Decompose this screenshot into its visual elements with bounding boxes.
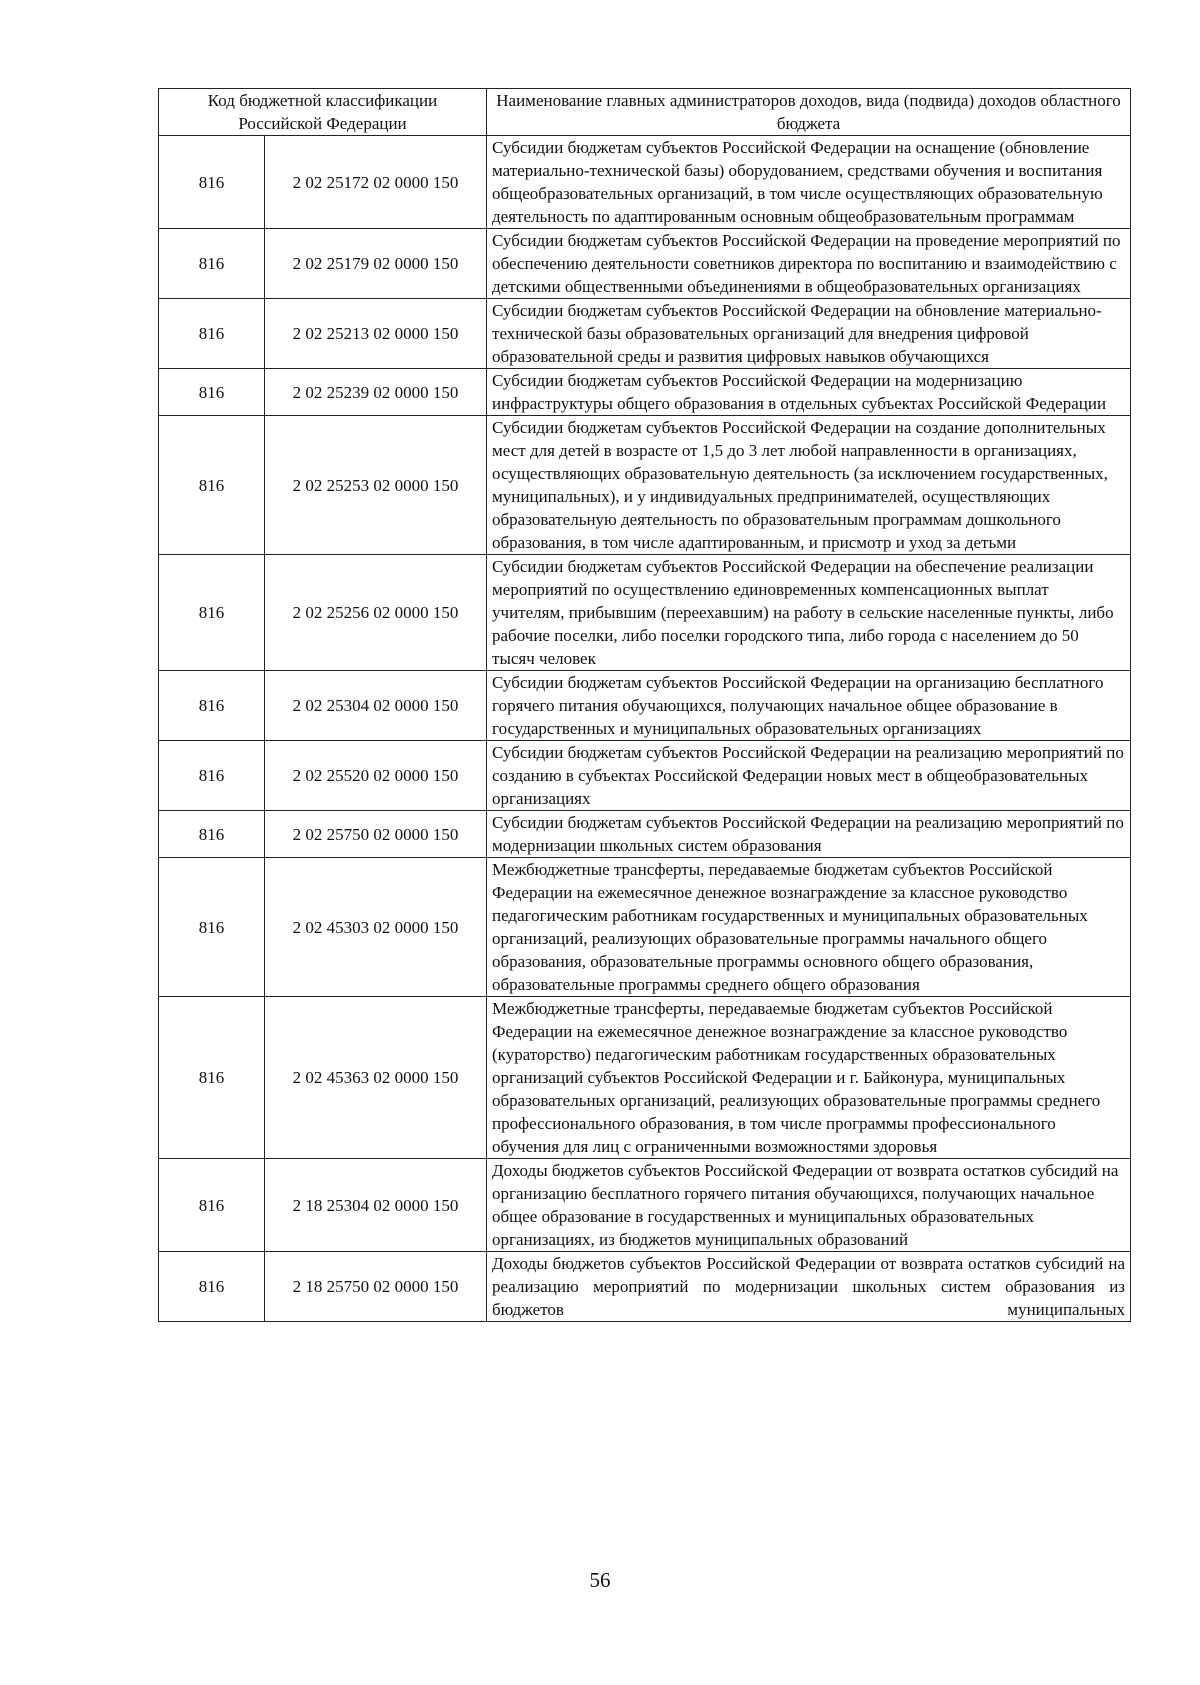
admin-code-cell: 816 — [159, 1252, 265, 1322]
admin-code-cell: 816 — [159, 671, 265, 741]
admin-code-cell: 816 — [159, 136, 265, 229]
revenue-name-cell: Субсидии бюджетам субъектов Российской Федерации на обновление материально-технической базы образовательных организаций для внедрения цифровой образовательной среды и развития цифровых навыков обучающихся — [487, 299, 1131, 369]
budget-code-cell: 2 18 25750 02 0000 150 — [265, 1252, 487, 1322]
budget-code-cell: 2 02 25213 02 0000 150 — [265, 299, 487, 369]
budget-code-cell: 2 02 25304 02 0000 150 — [265, 671, 487, 741]
budget-classification-table — [158, 88, 1131, 1322]
table-row — [159, 997, 1131, 1159]
admin-code-cell: 816 — [159, 858, 265, 997]
admin-code-cell: 816 — [159, 299, 265, 369]
budget-code-cell: 2 02 45303 02 0000 150 — [265, 858, 487, 997]
admin-code-cell: 816 — [159, 555, 265, 671]
budget-code-cell: 2 02 25239 02 0000 150 — [265, 369, 487, 416]
budget-code-cell: 2 02 25172 02 0000 150 — [265, 136, 487, 229]
table-header-row — [159, 89, 1131, 136]
table-row — [159, 299, 1131, 369]
table-row — [159, 1159, 1131, 1252]
admin-code-cell: 816 — [159, 1159, 265, 1252]
revenue-name-cell: Межбюджетные трансферты, передаваемые бюджетам субъектов Российской Федерации на ежемесячное денежное вознаграждение за классное руководство педагогическим работникам государственных и муниципальных образовательных организаций, реализующих образовательные программы начального общего образования, образовательные программы основного общего образования, образовательные программы среднего общего образования — [487, 858, 1131, 997]
page-number: 56 — [589, 1568, 611, 1592]
header-name-column: Наименование главных администраторов доходов, вида (подвида) доходов областного бюджета — [487, 89, 1131, 136]
budget-code-cell: 2 02 25253 02 0000 150 — [265, 416, 487, 555]
table-row — [159, 858, 1131, 997]
table-row — [159, 741, 1131, 811]
header-code-column: Код бюджетной классификации Российской Федерации — [159, 89, 487, 136]
budget-code-cell: 2 02 45363 02 0000 150 — [265, 997, 487, 1159]
table-row — [159, 555, 1131, 671]
table-row — [159, 811, 1131, 858]
revenue-name-cell: Доходы бюджетов субъектов Российской Федерации от возврата остатков субсидий на организацию бесплатного горячего питания обучающихся, получающих начальное общее образование в государственных и муниципальных образовательных организациях, из бюджетов муниципальных образований — [487, 1159, 1131, 1252]
budget-code-cell: 2 18 25304 02 0000 150 — [265, 1159, 487, 1252]
table-row — [159, 1252, 1131, 1322]
revenue-name-cell: Субсидии бюджетам субъектов Российской Федерации на проведение мероприятий по обеспечению деятельности советников директора по воспитанию и взаимодействию с детскими общественными объединениями в общеобразовательных организациях — [487, 229, 1131, 299]
admin-code-cell: 816 — [159, 741, 265, 811]
admin-code-cell: 816 — [159, 229, 265, 299]
table-row — [159, 671, 1131, 741]
table-row — [159, 416, 1131, 555]
table-row — [159, 229, 1131, 299]
admin-code-cell: 816 — [159, 369, 265, 416]
revenue-name-cell: Субсидии бюджетам субъектов Российской Федерации на реализацию мероприятий по созданию в субъектах Российской Федерации новых мест в общеобразовательных организациях — [487, 741, 1131, 811]
budget-code-cell: 2 02 25750 02 0000 150 — [265, 811, 487, 858]
table-row — [159, 136, 1131, 229]
budget-code-cell: 2 02 25256 02 0000 150 — [265, 555, 487, 671]
revenue-name-cell: Субсидии бюджетам субъектов Российской Федерации на создание дополнительных мест для детей в возрасте от 1,5 до 3 лет любой направленности в организациях, осуществляющих образовательную деятельность (за исключением государственных, муниципальных), и у индивидуальных предпринимателей, осуществляющих образовательную деятельность по образовательным программам дошкольного образования, в том числе адаптированным, и присмотр и уход за детьми — [487, 416, 1131, 555]
table-row — [159, 369, 1131, 416]
revenue-name-cell: Субсидии бюджетам субъектов Российской Федерации на организацию бесплатного горячего питания обучающихся, получающих начальное общее образование в государственных и муниципальных образовательных организациях — [487, 671, 1131, 741]
admin-code-cell: 816 — [159, 997, 265, 1159]
revenue-name-cell: Доходы бюджетов субъектов Российской Федерации от возврата остатков субсидий на реализацию мероприятий по модернизации школьных систем образования из бюджетов муниципальных — [487, 1252, 1131, 1322]
budget-code-cell: 2 02 25520 02 0000 150 — [265, 741, 487, 811]
admin-code-cell: 816 — [159, 811, 265, 858]
budget-code-cell: 2 02 25179 02 0000 150 — [265, 229, 487, 299]
revenue-name-cell: Субсидии бюджетам субъектов Российской Федерации на обеспечение реализации мероприятий по осуществлению единовременных компенсационных выплат учителям, прибывшим (переехавшим) на работу в сельские населенные пункты, либо рабочие поселки, либо поселки городского типа, либо города с населением до 50 тысяч человек — [487, 555, 1131, 671]
admin-code-cell: 816 — [159, 416, 265, 555]
revenue-name-cell: Субсидии бюджетам субъектов Российской Федерации на реализацию мероприятий по модернизации школьных систем образования — [487, 811, 1131, 858]
revenue-name-cell: Субсидии бюджетам субъектов Российской Федерации на оснащение (обновление материально-технической базы) оборудованием, средствами обучения и воспитания общеобразовательных организаций, в том числе осуществляющих образовательную деятельность по адаптированным основным общеобразовательным программам — [487, 136, 1131, 229]
revenue-name-cell: Субсидии бюджетам субъектов Российской Федерации на модернизацию инфраструктуры общего образования в отдельных субъектах Российской Федерации — [487, 369, 1131, 416]
revenue-name-cell: Межбюджетные трансферты, передаваемые бюджетам субъектов Российской Федерации на ежемесячное денежное вознаграждение за классное руководство (кураторство) педагогическим работникам государственных образовательных организаций субъектов Российской Федерации и г. Байконура, муниципальных образовательных организаций, реализующих образовательные программы среднего профессионального образования, в том числе программы профессионального обучения для лиц с ограниченными возможностями здоровья — [487, 997, 1131, 1159]
